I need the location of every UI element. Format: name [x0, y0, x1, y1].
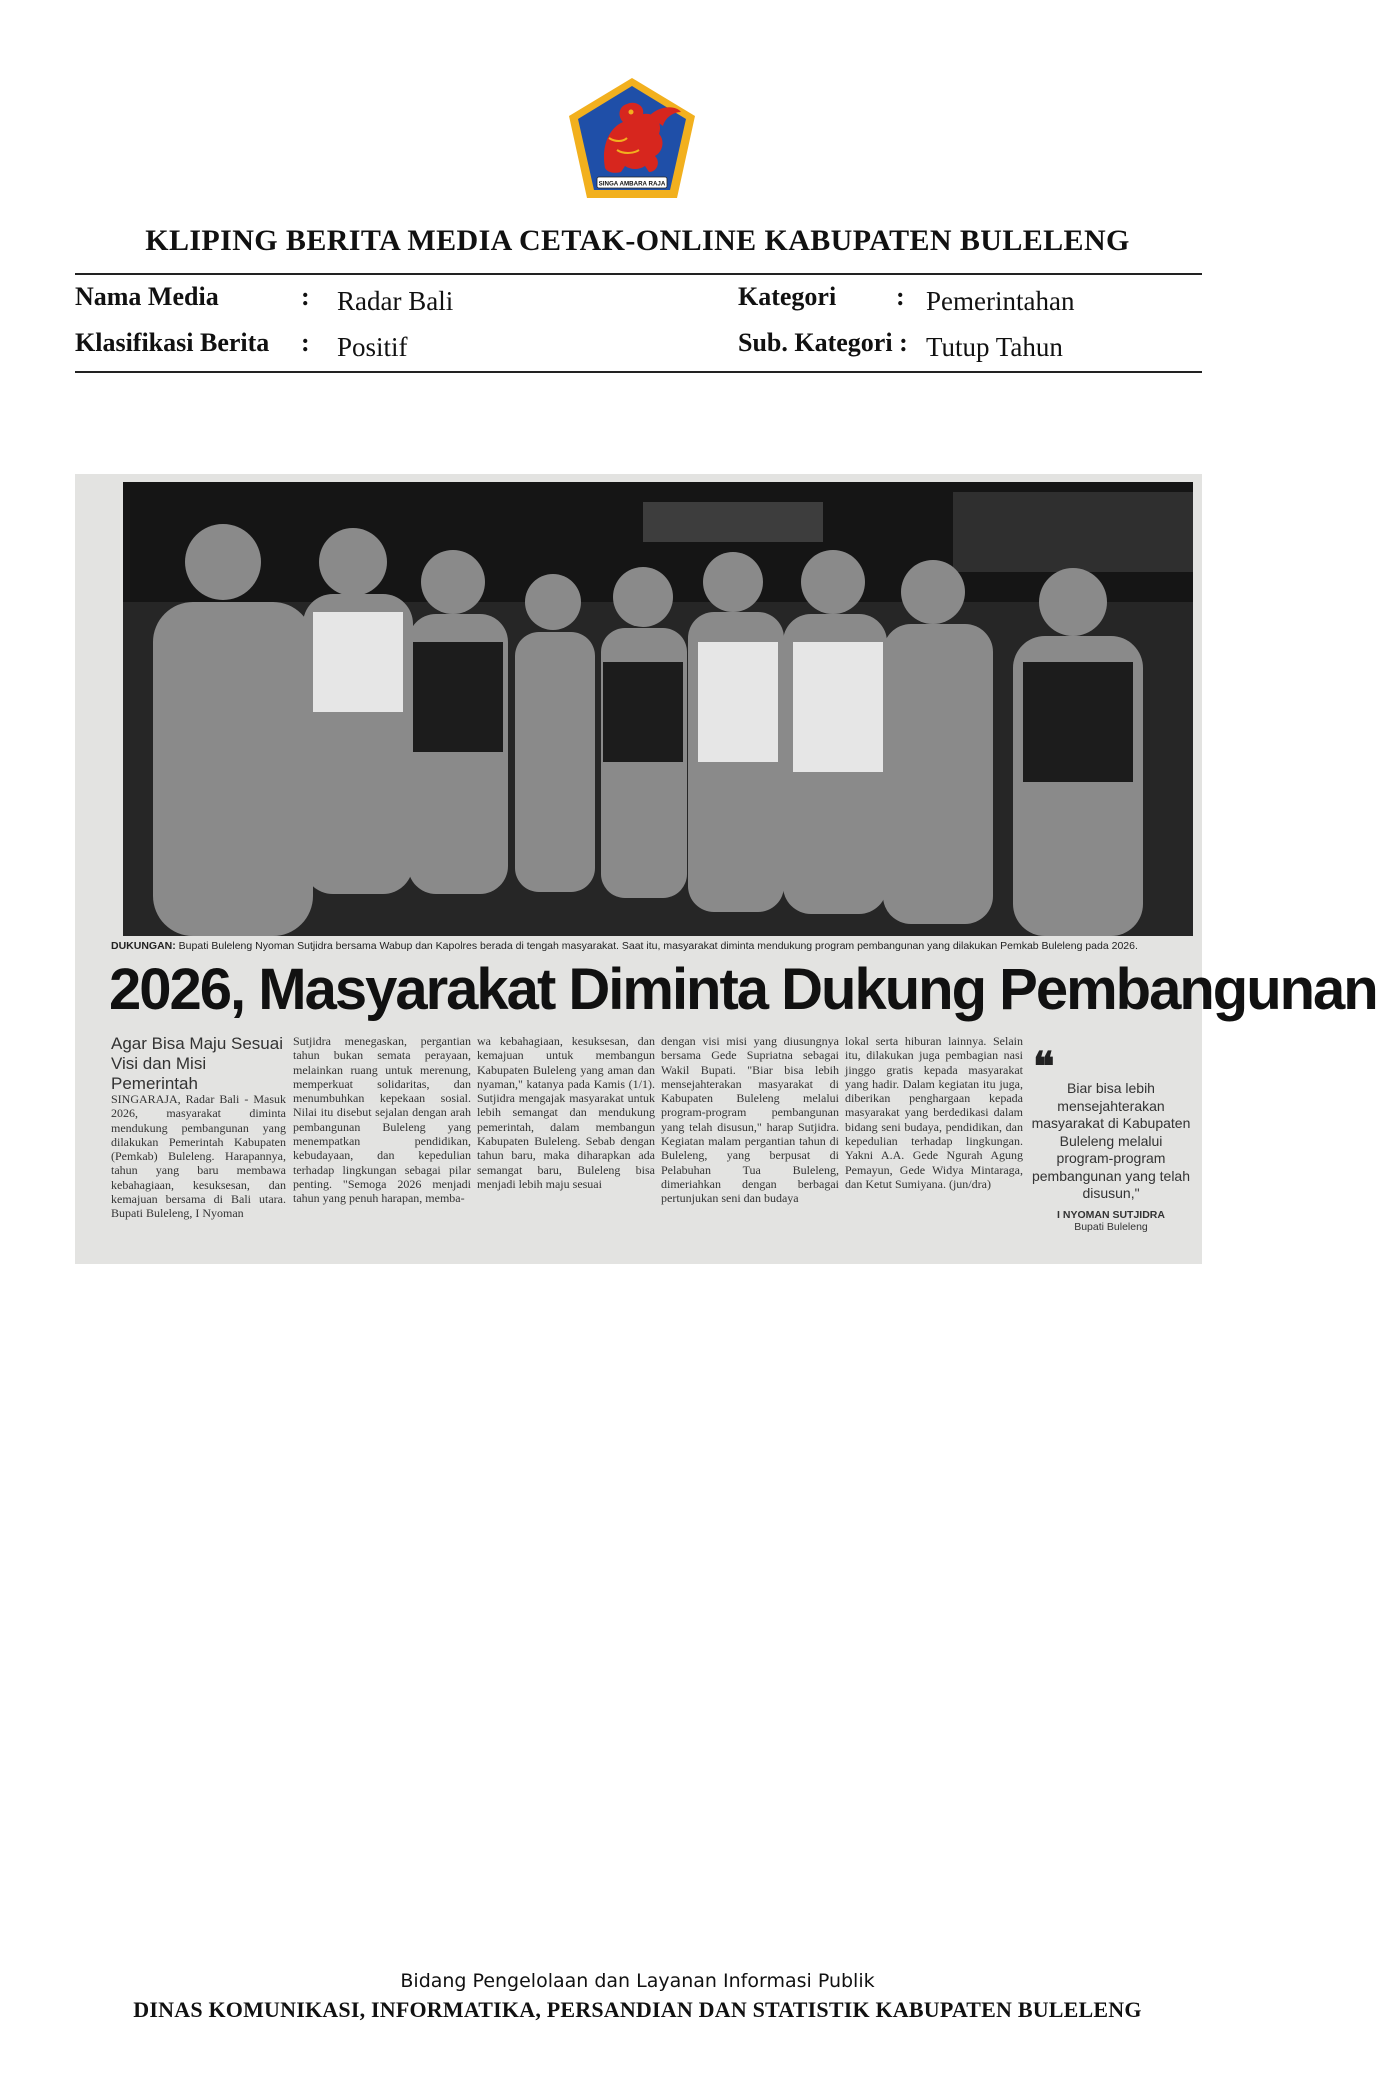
meta-media-row — [75, 284, 575, 318]
buleleng-crest-icon — [565, 76, 699, 200]
header-rule-bottom — [75, 371, 1202, 373]
meta-classification-row — [75, 330, 575, 364]
classification-value: Positif — [337, 332, 408, 362]
caption-text: Bupati Buleleng Nyoman Sutjidra bersama Wabup dan Kapolres berada di tengah masyarakat. Saat itu, masyarakat diminta mendukung program pembangunan yang dilakukan Pemkab Buleleng pada 2026. — [178, 940, 1138, 952]
classification-colon: : — [301, 328, 310, 357]
article-column-3: wa kebahagiaan, kesuksesan, dan kemajuan untuk membangun Kabupaten Buleleng yang aman dan nyaman," katanya pada Kamis (1/1). Sutjidra mengajak masyarakat untuk lebih semangat dan mendukung pemerintah, dalam membangun Kabupaten Buleleng. Sebab dengan tahun baru, maka diharapkan ada semangat baru, Buleleng bisa menjadi lebih maju sesuai — [477, 1034, 655, 1191]
newspaper-clipping — [75, 474, 1377, 1264]
article-headline: 2026, Masyarakat Diminta Dukung Pembangunan — [109, 957, 1377, 1022]
group-photo-icon — [123, 482, 1193, 936]
quote-text: Biar bisa lebih mensejahterakan masyarakat di Kabupaten Buleleng melalui program-program pembangunan yang telah disusun," — [1031, 1080, 1191, 1201]
photo-graphic — [123, 482, 1193, 936]
footer-unit: Bidang Pengelolaan dan Layanan Informasi Publik — [400, 1970, 875, 1992]
quote-name: I NYOMAN SUTJIDRA — [1057, 1208, 1165, 1221]
subcategory-value: Tutup Tahun — [926, 332, 1063, 362]
classification-label: Klasifikasi Berita — [75, 328, 270, 357]
meta-category-row — [738, 284, 1198, 318]
article-subhead: Agar Bisa Maju Sesuai Visi dan Misi Pemerintah — [111, 1034, 283, 1093]
article-column-1: SINGARAJA, Radar Bali - Masuk 2026, masyarakat diminta mendukung pembangunan yang dilakukan Pemerintah Kabupaten (Pemkab) Buleleng. Harapannya, tahun yang baru membawa kebahagiaan, kesuksesan, dan kemajuan bersama di Bali utara. Bupati Buleleng, I Nyoman — [111, 1092, 286, 1221]
header-rule-top — [75, 273, 1202, 275]
category-value: Pemerintahan — [926, 286, 1075, 316]
meta-subcategory-row — [738, 330, 1198, 364]
crest-motto: SINGA AMBARA RAJA — [598, 180, 666, 188]
photo-caption — [111, 940, 1191, 952]
media-value: Radar Bali — [337, 286, 454, 316]
category-label: Kategori — [738, 282, 837, 311]
quote-role: Bupati Buleleng — [1074, 1220, 1148, 1233]
pull-quote — [1031, 1045, 1191, 1233]
media-label: Nama Media — [75, 282, 219, 311]
media-colon: : — [301, 282, 310, 311]
article-column-4: dengan visi misi yang diusungnya bersama Gede Supriatna sebagai Wakil Bupati. "Biar bisa lebih mensejahterakan masyarakat di Kabupaten Buleleng melalui program-program pembangunan yang telah disusun," harap Sutjidra. Kegiatan malam pergantian tahun di Buleleng, yang berpusat di Pelabuhan Tua Buleleng, dimeriahkan dengan berbagai pertunjukan seni dan budaya — [661, 1034, 839, 1206]
caption-lead: DUKUNGAN: — [111, 940, 176, 952]
footer-office: DINAS KOMUNIKASI, INFORMATIKA, PERSANDIAN DAN STATISTIK KABUPATEN BULELENG — [133, 1997, 1142, 2022]
document-title: KLIPING BERITA MEDIA CETAK-ONLINE KABUPATEN BULELENG — [145, 224, 1130, 257]
article-column-2: Sutjidra menegaskan, pergantian tahun bukan semata perayaan, melainkan ruang untuk merenung, memperkuat solidaritas, dan menumbuhkan kepekaan sosial. Nilai itu disebut sejalan dengan arah pembangunan Buleleng yang menempatkan pendidikan, kebudayaan, dan kepedulian terhadap lingkungan sebagai pilar penting. "Semoga 2026 menjadi tahun yang penuh harapan, memba- — [293, 1034, 471, 1206]
crest-graphic — [565, 76, 699, 200]
quote-mark-icon: ❝ — [1033, 1045, 1055, 1089]
article-column-5: lokal serta hiburan lainnya. Selain itu, dilakukan juga pembagian nasi jinggo gratis kepada masyarakat yang hadir. Dalam kegiatan itu juga, diberikan penghargaan kepada masyarakat yang berdedikasi dalam bidang seni budaya, pendidikan, dan kepedulian terhadap lingkungan. Yakni A.A. Gede Ngurah Agung Pemayun, Gede Widya Mintaraga, dan Ketut Sumiyana. (jun/dra) — [845, 1034, 1023, 1191]
subcategory-label: Sub. Kategori : — [738, 328, 908, 357]
category-colon: : — [896, 282, 905, 311]
